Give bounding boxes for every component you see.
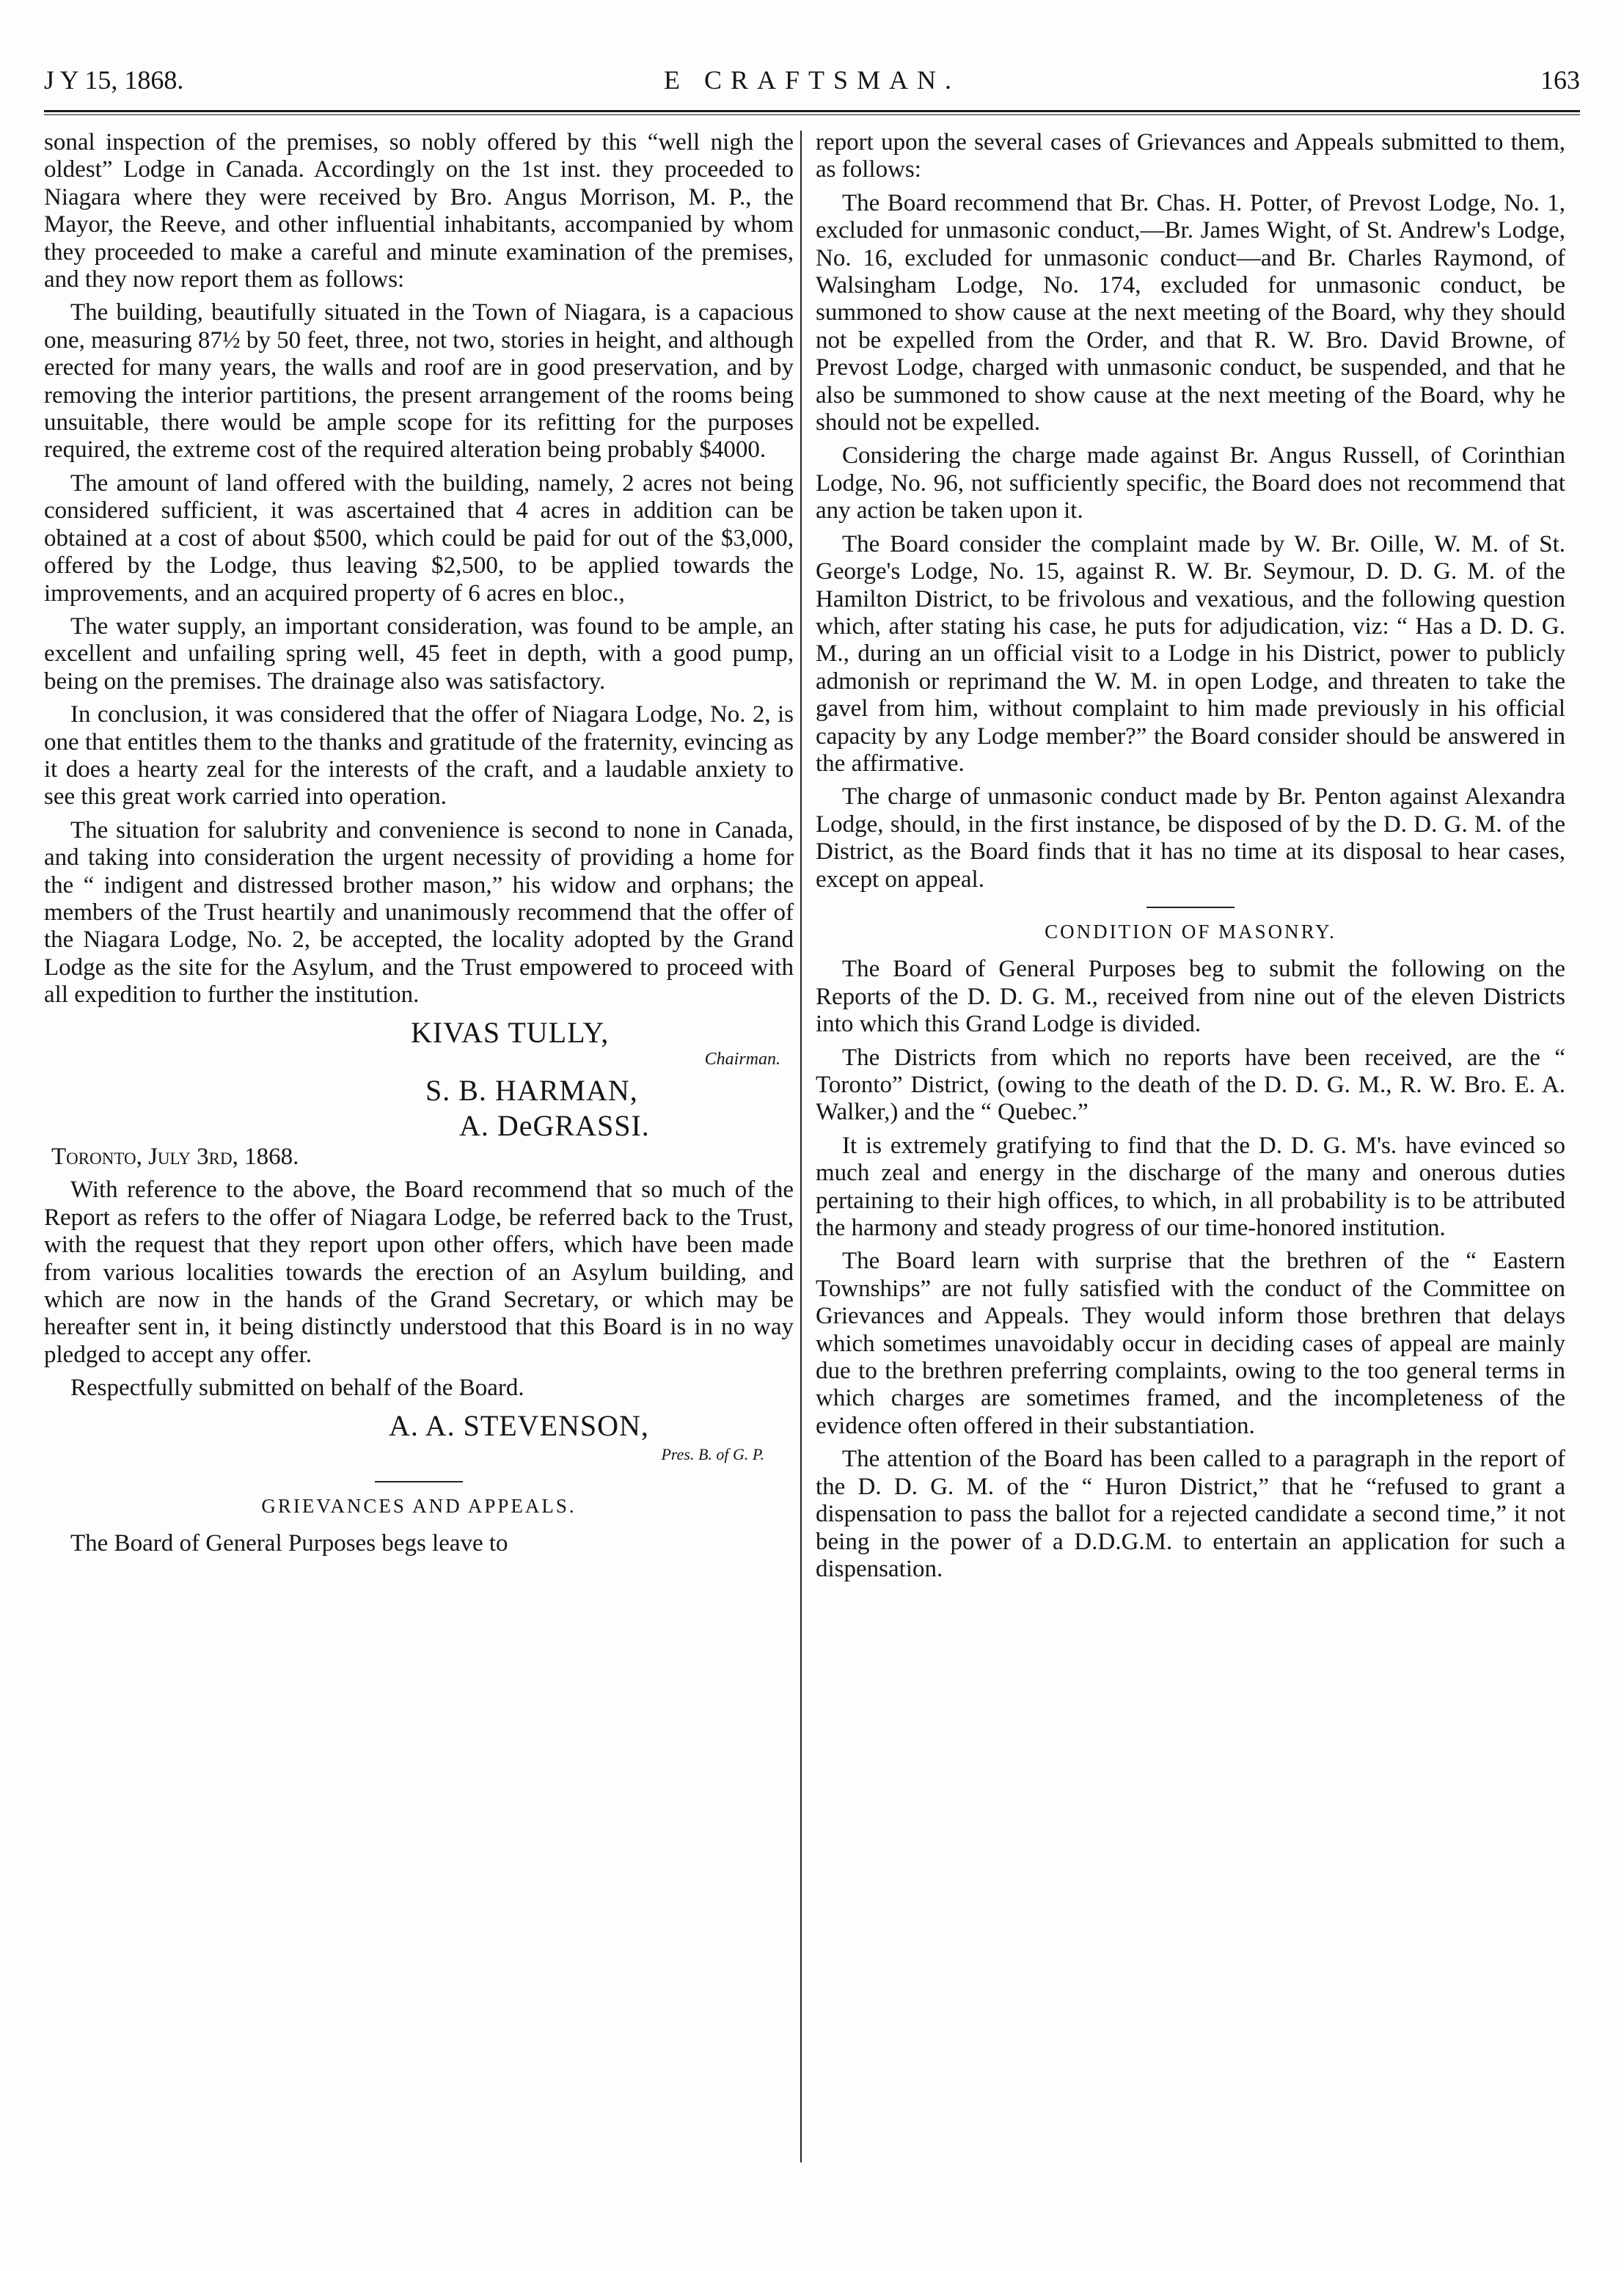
paragraph: Considering the charge made against Br. Angus Russell, of Corinthian Lodge, No. 96, not sufficiently specific, the Board does not recommend that any action be taken upon it. [816,442,1565,524]
signature-harman: S. B. HARMAN, [425,1074,638,1107]
right-column [816,129,1565,1589]
paragraph: The amount of land offered with the building, namely, 2 acres not being considered sufficient, it was ascertained that 4 acres in addition can be obtained at a cost of about $500, which could be paid for out of the $3,000, offered by the Lodge, thus leaving $2,500, to be applied towards the improvements, and an acquired property of 6 acres en bloc., [44,469,794,607]
board-signature [44,1408,794,1468]
paragraph: The situation for salubrity and convenience is second to none in Canada, and taking into consideration the urgent necessity of providing a home for the “ indigent and distressed brother mason,” his widow and orphans; the members of the Trust heartily and unanimously recommend that the offer of the Niagara Lodge, No. 2, be accepted, the locality adopted by the Grand Lodge as the site for the Asylum, and the Trust empowered to proceed with all expedition to further the institution. [44,816,794,1009]
paragraph: The Board of General Purposes begs leave to [70,1530,508,1557]
paragraph: With reference to the above, the Board recommend that so much of the Report as refers to the offer of Niagara Lodge, be referred back to the Trust, with the request that they report upon other offers, which have been made from various localities towards the erection of an Asylum building, and which are now in the hands of the Grand Secretary, or which may be hereafter sent in, it being distinctly understood that this Board is in no way pledged to accept any offer. [44,1177,794,1368]
issue-date: J Y 15, 1868. [44,65,184,95]
section-rule [375,1481,463,1482]
paragraph: The water supply, an important consideration, was found to be ample, an excellent and unfailing spring well, 45 feet in depth, with a good pump, being on the premises. The drainage also was satisfactory. [44,612,794,695]
running-head [44,65,1580,101]
left-column [44,129,794,1564]
page-number: 163 [1540,65,1580,95]
paragraph: Respectfully submitted on behalf of the Board. [70,1375,524,1402]
signature-stevenson: A. A. STEVENSON, [389,1408,649,1442]
paragraph: It is extremely gratifying to find that the D. D. G. M's. have evinced so much zeal and energy in the discharge of the many and onerous duties pertaining to their high offices, to which, in all probability is to be attributed the harmony and steady progress of our time-honored institution. [816,1132,1565,1242]
paragraph: The charge of unmasonic conduct made by Br. Penton against Alexandra Lodge, should, in the first instance, be disposed of by the D. D. G. M. of the District, as the Board finds that it has no time at its disposal to hear cases, except on appeal. [816,783,1565,893]
trust-signatures [44,1015,794,1144]
column-divider [800,131,802,2162]
paragraph: The Board of General Purposes beg to submit the following on the Reports of the D. D. G. M., received from nine out of the eleven Districts into which this Grand Lodge is divided. [816,956,1565,1038]
paragraph: In conclusion, it was considered that the offer of Niagara Lodge, No. 2, is one that entitles them to the thanks and gratitude of the fraternity, evincing as it does a hearty zeal for the interests of the craft, and a laudable anxiety to see this great work carried into operation. [44,701,794,811]
section-heading-condition: CONDITION OF MASONRY. [1045,920,1336,943]
paragraph: The building, beautifully situated in the Town of Niagara, is a capacious one, measuring 87½ by 50 feet, three, not two, stories in height, and although erected for many years, the walls and roof are in good preservation, and by removing the interior partitions, the present arrangement of the rooms being unsuitable, there would be ample scope for its refitting for the purposes required, the extreme cost of the required alteration being probably $4000. [44,299,794,464]
section-heading-grievances: GRIEVANCES AND APPEALS. [261,1495,577,1518]
paragraph: The Board recommend that Br. Chas. H. Potter, of Prevost Lodge, No. 1, excluded for unmasonic conduct,—Br. James Wight, of St. Andrew's Lodge, No. 16, excluded for unmasonic conduct—and Br. Charles Raymond, of Walsingham Lodge, No. 174, excluded for unmasonic conduct, be summoned to show cause at the next meeting of the Board, why they should not be expelled from the Order, and that R. W. Bro. David Browne, of Prevost Lodge, charged with unmasonic conduct, be suspended, and that he also be summoned to show cause at the next meeting of the Board, why he should not be expelled. [816,189,1565,436]
section-rule [1146,907,1235,908]
header-rule-thin [44,114,1580,115]
paragraph: The Districts from which no reports have been received, are the “ Toronto” District, (owing to the death of the D. D. G. M., R. W. Bro. E. A. Walker,) and the “ Quebec.” [816,1044,1565,1126]
place-date: Toronto, July 3rd, 1868. [51,1144,299,1170]
publication-title: E CRAFTSMAN. [663,65,961,95]
signature-role-president: Pres. B. of G. P. [661,1444,764,1463]
header-rule [44,110,1580,112]
signature-kivas-tully: KIVAS TULLY, [411,1015,610,1049]
signature-role-chairman: Chairman. [704,1049,780,1069]
paragraph: The Board consider the complaint made by W. Br. Oille, W. M. of St. George's Lodge, No. 15, against R. W. Br. Seymour, D. D. G. M. of the Hamilton District, to be frivolous and vexatious, and the following question which, after stating his case, he puts for adjudication, viz: “ Has a D. D. G. M., during an un official visit to a Lodge in his District, power to publicly admonish or reprimand the W. M. in open Lodge, and threaten to take the gavel from him, without complaint to him made previously in his official capacity by any Lodge member?” the Board consider should be answered in the affirmative. [816,530,1565,777]
paragraph: The Board learn with surprise that the brethren of the “ Eastern Townships” are not fully satisfied with the conduct of the Committee on Grievances and Appeals. They would inform those brethren that delays which sometimes unavoidably occur in deciding cases of appeal are mainly due to the brethren preferring complaints, owing to the too general terms in which charges are sometimes framed, and the incompleteness of the evidence often offered in their substantiation. [816,1248,1565,1439]
paragraph: report upon the several cases of Grievances and Appeals submitted to them, as follows: [816,129,1565,183]
paragraph: sonal inspection of the premises, so nobly offered by this “well nigh the oldest” Lodge in Canada. Accordingly on the 1st inst. they proceeded to Niagara where they were received by Bro. Angus Morrison, M. P., the Mayor, the Reeve, and other influential inhabitants, accompanied by whom they proceeded to make a careful and minute examination of the premises, and they now report them as follows: [44,129,794,293]
signature-degrassi: A. DeGRASSI. [459,1109,650,1142]
paragraph: The attention of the Board has been called to a paragraph in the report of the D. D. G. M. of the “ Huron District,” that he “refused to grant a dispensation to pass the ballot for a rejected candidate a second time,” it not being in the power of a D.D.G.M. to entertain an application for such a dispensation. [816,1446,1565,1582]
